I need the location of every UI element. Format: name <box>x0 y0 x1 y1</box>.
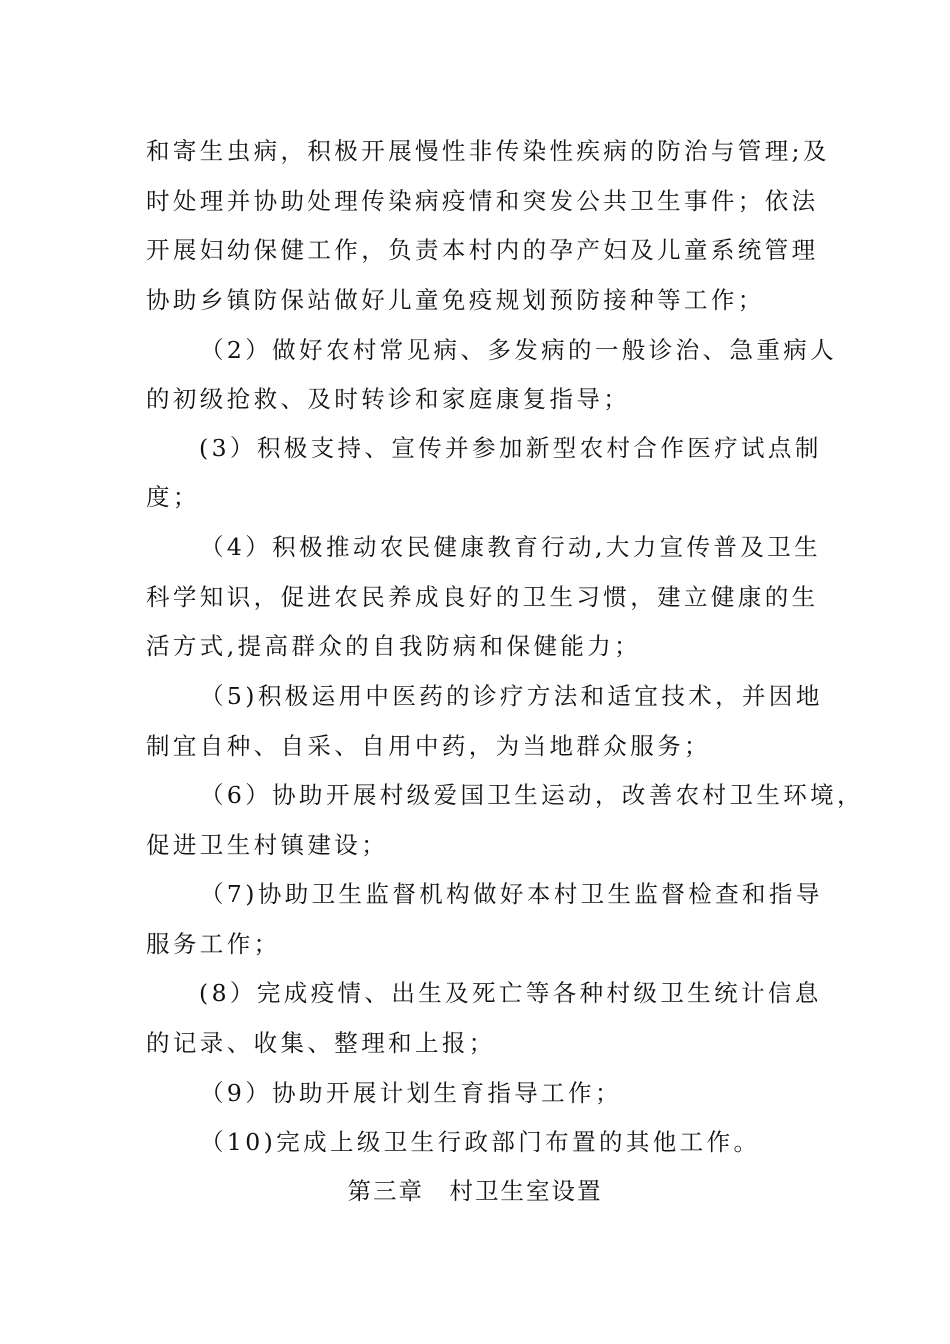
paragraph-line: 和寄生虫病，积极开展慢性非传染性疾病的防治与管理;及 <box>146 137 830 165</box>
list-item-10-line: （10)完成上级卫生行政部门布置的其他工作。 <box>200 1128 761 1156</box>
list-item-9-line: （9）协助开展计划生育指导工作； <box>200 1079 622 1107</box>
list-item-5-line: （5)积极运用中医药的诊疗方法和适宜技术，并因地 <box>200 682 823 710</box>
list-item-8-line: (8）完成疫情、出生及死亡等各种村级卫生统计信息 <box>199 979 822 1007</box>
paragraph-line: 的记录、收集、整理和上报； <box>146 1029 496 1057</box>
paragraph-line: 度； <box>146 483 200 511</box>
paragraph-line: 服务工作； <box>146 930 281 958</box>
paragraph-line: 活方式,提高群众的自我防病和保健能力； <box>146 632 642 660</box>
paragraph-line: 时处理并协助处理传染病疫情和突发公共卫生事件；依法 <box>146 187 819 215</box>
paragraph-line: 促进卫生村镇建设； <box>146 831 389 859</box>
list-item-2-line: （2）做好农村常见病、多发病的一般诊治、急重病人 <box>200 336 838 364</box>
paragraph-line: 科学知识，促进农民养成良好的卫生习惯，建立健康的生 <box>146 583 819 611</box>
list-item-6-line: （6）协助开展村级爱国卫生运动，改善农村卫生环境， <box>200 781 864 809</box>
list-item-3-line: (3）积极支持、宣传并参加新型农村合作医疗试点制 <box>199 434 822 462</box>
paragraph-line: 协助乡镇防保站做好儿童免疫规划预防接种等工作； <box>146 286 765 314</box>
paragraph-line: 开展妇幼保健工作，负责本村内的孕产妇及儿童系统管理 <box>146 236 819 264</box>
chapter-heading: 第三章 村卫生室设置 <box>347 1177 603 1205</box>
list-item-7-line: （7)协助卫生监督机构做好本村卫生监督检查和指导 <box>200 880 823 908</box>
list-item-4-line: （4）积极推动农民健康教育行动,大力宣传普及卫生 <box>200 533 822 561</box>
paragraph-line: 的初级抢救、及时转诊和家庭康复指导； <box>146 385 631 413</box>
paragraph-line: 制宜自种、自采、自用中药，为当地群众服务； <box>146 732 711 760</box>
